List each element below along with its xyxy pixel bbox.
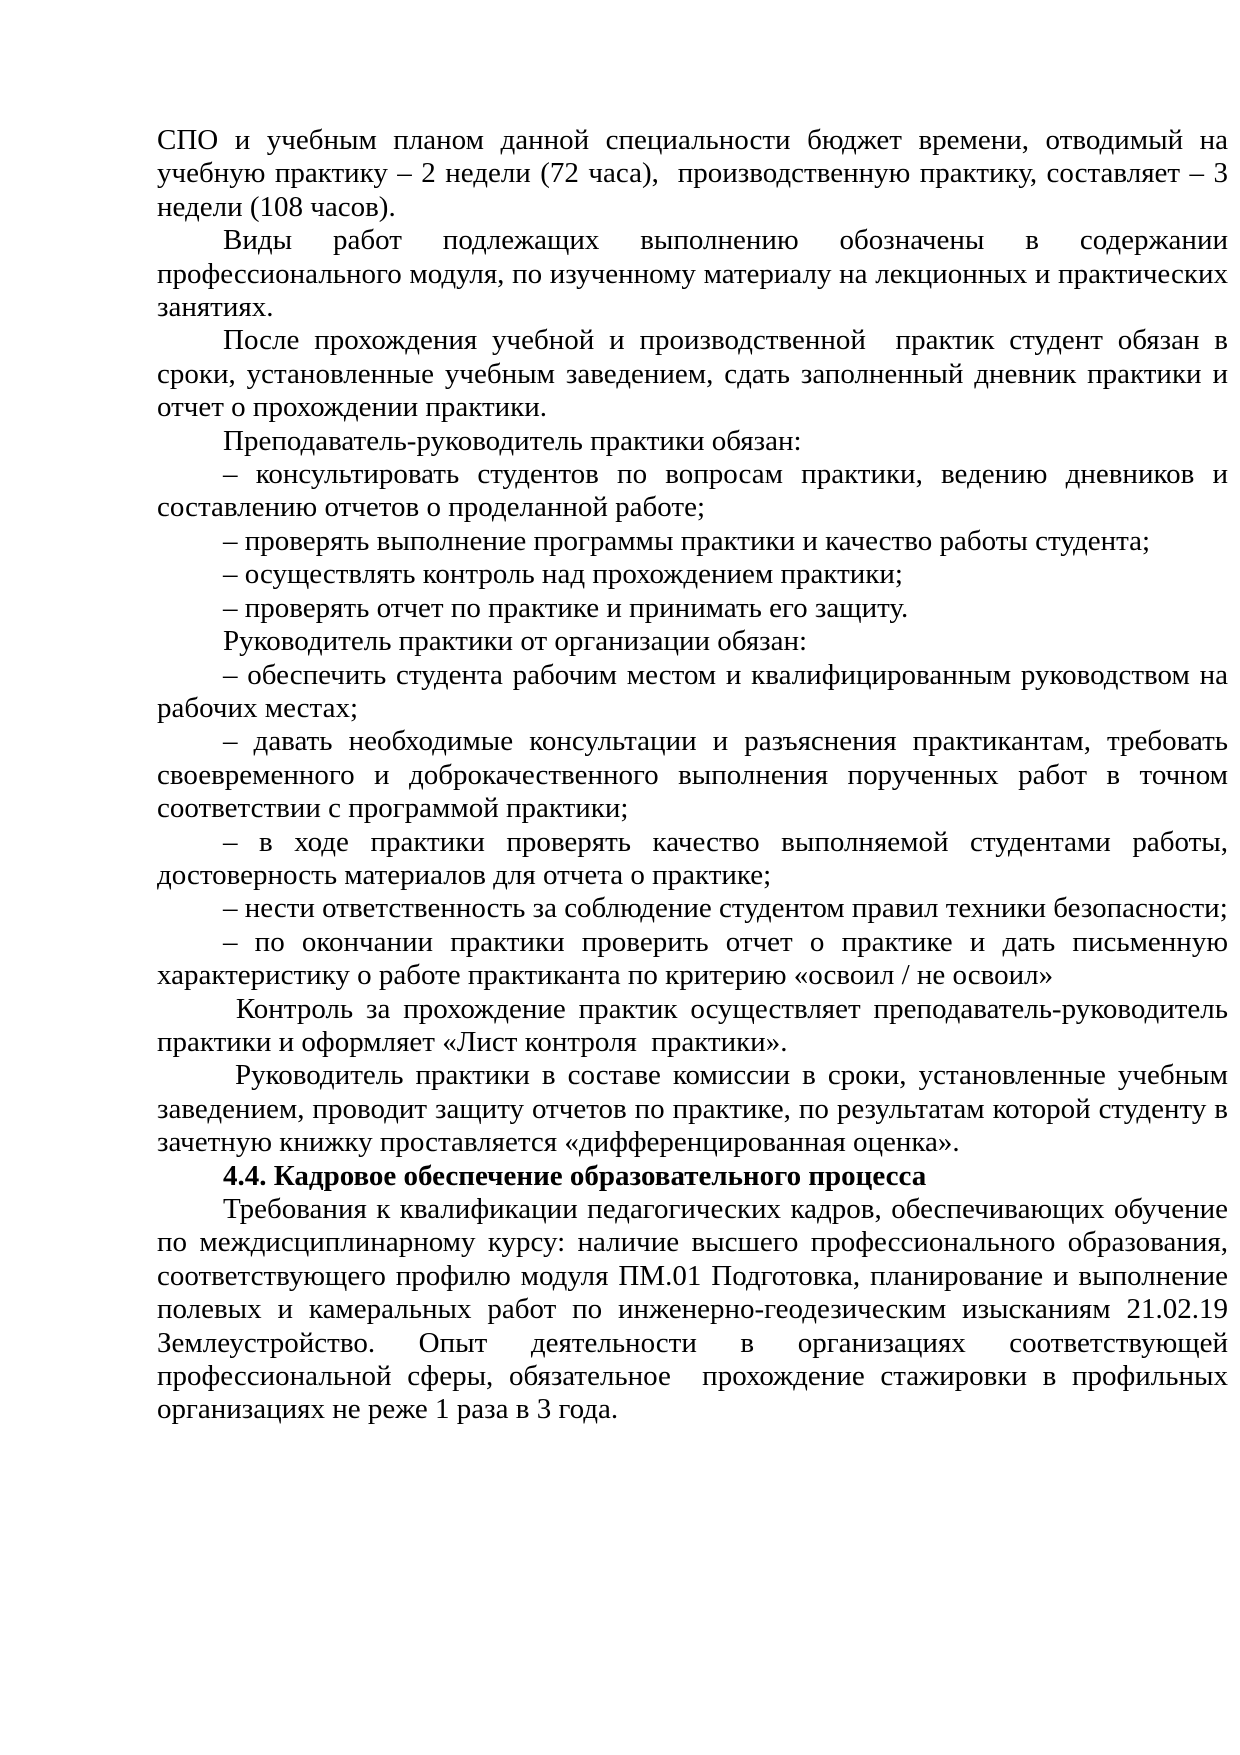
paragraph: Руководитель практики от организации обязан:: [223, 625, 808, 658]
paragraph: – нести ответственность за соблюдение студентом правил техники безопасности;: [223, 892, 1228, 925]
paragraph: Требования к квалификации педагогических кадров, обеспечивающих обучение по междисциплинарному курсу: наличие высшего профессионального образования, соответствующего профилю модуля ПМ.01 Подготовка, планирование и выполнение полевых и камеральных работ по инженерно-геодезическим изысканиям 21.02.19 Землеустройство. Опыт деятельности в организациях соответствующей профессиональной сферы, обязательное прохождение стажировки в профильных организациях не реже 1 раза в 3 года.: [157, 1193, 1236, 1426]
paragraph: – давать необходимые консультации и разъяснения практикантам, требовать своевременного и доброкачественного выполнения порученных работ в точном соответствии с программой практики;: [157, 725, 1236, 825]
paragraph: – проверять выполнение программы практики и качество работы студента;: [223, 524, 1151, 557]
paragraph: – осуществлять контроль над прохождением практики;: [223, 558, 903, 591]
paragraph: – обеспечить студента рабочим местом и квалифицированным руководством на рабочих местах;: [157, 658, 1236, 724]
paragraph: Руководитель практики в составе комиссии в сроки, установленные учебным заведением, проводит защиту отчетов по практике, по результатам которой студенту в зачетную книжку проставляется «дифференцированная оценка».: [157, 1059, 1236, 1159]
document-body: [157, 124, 1236, 1427]
paragraph: Виды работ подлежащих выполнению обозначены в содержании профессионального модуля, по изученному материалу на лекционных и практических занятиях.: [157, 224, 1236, 324]
paragraph: Контроль за прохождение практик осуществляет преподаватель-руководитель практики и оформляет «Лист контроля практики».: [157, 992, 1236, 1058]
paragraph: Преподаватель-руководитель практики обязан:: [223, 424, 802, 457]
paragraph: – по окончании практики проверить отчет о практике и дать письменную характеристику о работе практиканта по критерию «освоил / не освоил»: [157, 925, 1236, 992]
paragraph: После прохождения учебной и производственной практик студент обязан в сроки, установленные учебным заведением, сдать заполненный дневник практики и отчет о прохождении практики.: [157, 324, 1236, 424]
paragraph: – проверять отчет по практике и принимать его защиту.: [223, 591, 909, 624]
paragraph: СПО и учебным планом данной специальности бюджет времени, отводимый на учебную практику – 2 недели (72 часа), производственную практику, составляет – 3 недели (108 часов).: [157, 124, 1236, 223]
paragraph: – в ходе практики проверять качество выполняемой студентами работы, достоверность материалов для отчета о практике;: [157, 825, 1236, 891]
paragraph: – консультировать студентов по вопросам практики, ведению дневников и составлению отчетов о проделанной работе;: [157, 458, 1236, 524]
section-heading: 4.4. Кадровое обеспечение образовательного процесса: [223, 1159, 927, 1192]
